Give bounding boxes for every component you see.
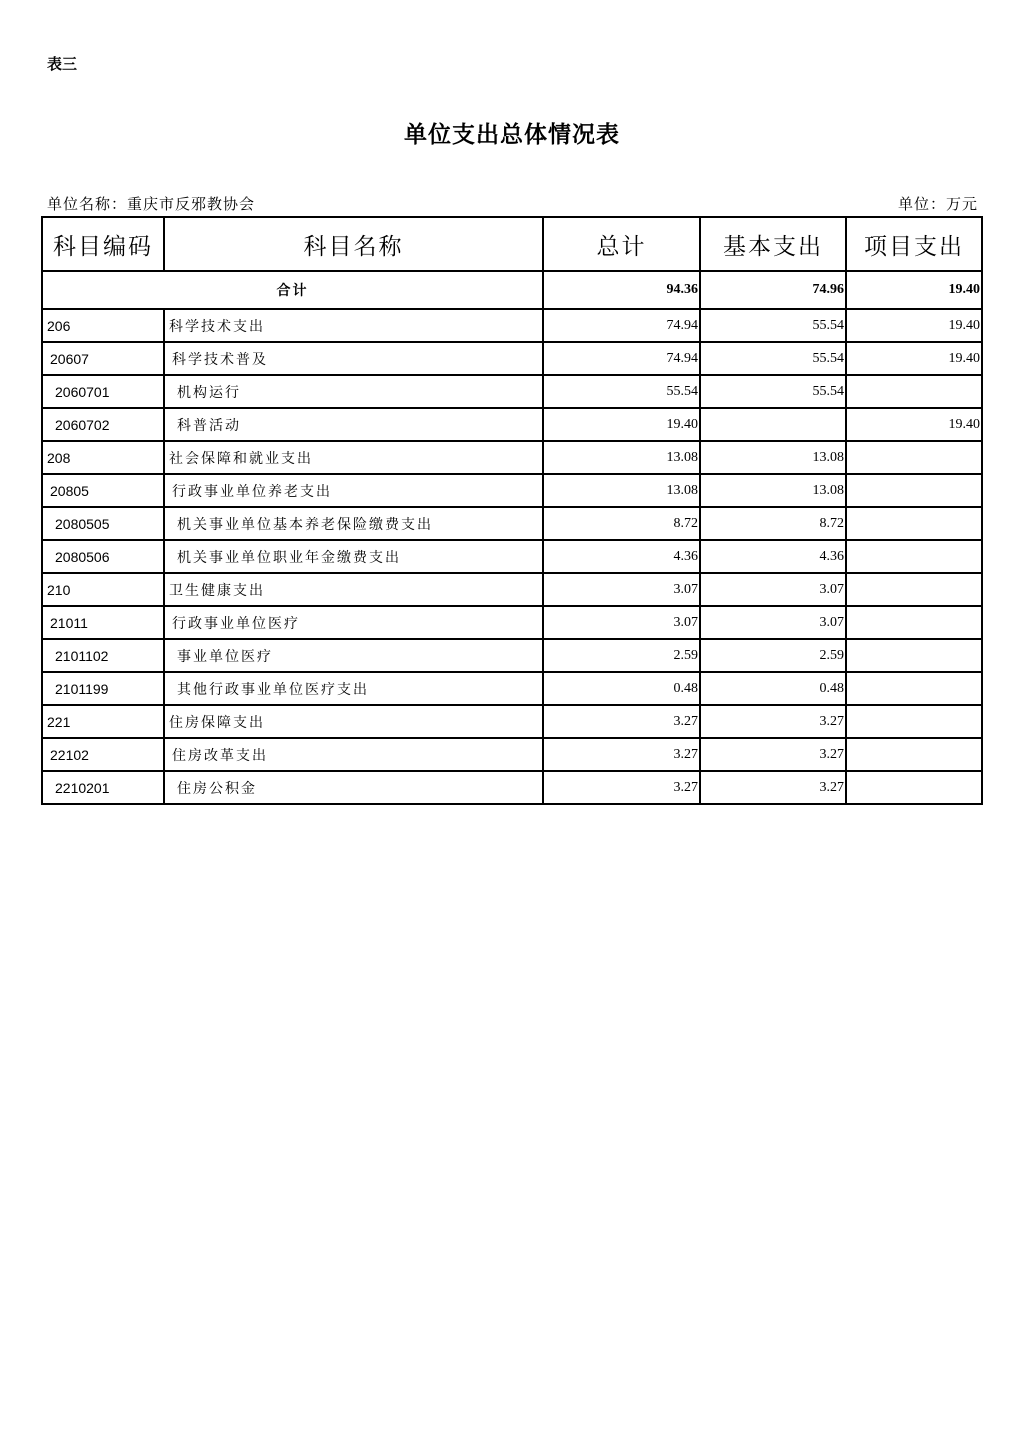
total-label: 合计 (42, 271, 543, 309)
table-row (42, 672, 982, 705)
row-name: 住房公积金 (164, 771, 543, 804)
table-row (42, 705, 982, 738)
row-project (846, 507, 982, 540)
row-basic: 0.48 (700, 672, 846, 705)
table-row (42, 573, 982, 606)
row-name: 行政事业单位医疗 (164, 606, 543, 639)
total-basic: 74.96 (700, 271, 846, 309)
table-row (42, 606, 982, 639)
table-row (42, 474, 982, 507)
row-total: 13.08 (543, 441, 700, 474)
table-row (42, 441, 982, 474)
row-name: 机构运行 (164, 375, 543, 408)
row-project (846, 639, 982, 672)
row-basic: 55.54 (700, 375, 846, 408)
row-project: 19.40 (846, 309, 982, 342)
row-project (846, 705, 982, 738)
header-name: 科目名称 (164, 217, 543, 271)
header-basic: 基本支出 (700, 217, 846, 271)
row-basic: 55.54 (700, 342, 846, 375)
row-total: 74.94 (543, 309, 700, 342)
row-project (846, 375, 982, 408)
row-total: 4.36 (543, 540, 700, 573)
row-basic: 3.27 (700, 771, 846, 804)
row-code: 2080506 (42, 540, 164, 573)
total-project: 19.40 (846, 271, 982, 309)
header-total: 总计 (543, 217, 700, 271)
table-row (42, 408, 982, 441)
row-code: 2080505 (42, 507, 164, 540)
row-total: 13.08 (543, 474, 700, 507)
row-basic: 55.54 (700, 309, 846, 342)
row-basic (700, 408, 846, 441)
row-total: 3.07 (543, 573, 700, 606)
row-project (846, 606, 982, 639)
row-basic: 3.07 (700, 606, 846, 639)
row-project (846, 771, 982, 804)
row-name: 科普活动 (164, 408, 543, 441)
row-code: 2060702 (42, 408, 164, 441)
row-code: 20805 (42, 474, 164, 507)
row-project (846, 738, 982, 771)
row-name: 机关事业单位基本养老保险缴费支出 (164, 507, 543, 540)
table-row (42, 375, 982, 408)
row-name: 科学技术普及 (164, 342, 543, 375)
row-code: 20607 (42, 342, 164, 375)
row-project (846, 474, 982, 507)
row-total: 3.27 (543, 705, 700, 738)
total-sum: 94.36 (543, 271, 700, 309)
row-total: 55.54 (543, 375, 700, 408)
page-title: 单位支出总体情况表 (404, 122, 620, 148)
row-code: 210 (42, 573, 164, 606)
row-code: 2060701 (42, 375, 164, 408)
row-basic: 8.72 (700, 507, 846, 540)
row-basic: 3.07 (700, 573, 846, 606)
row-project (846, 573, 982, 606)
row-code: 22102 (42, 738, 164, 771)
row-total: 3.27 (543, 738, 700, 771)
table-row (42, 738, 982, 771)
table-row (42, 540, 982, 573)
row-code: 2210201 (42, 771, 164, 804)
row-name: 社会保障和就业支出 (164, 441, 543, 474)
row-code: 2101199 (42, 672, 164, 705)
table-header-row (42, 217, 982, 271)
table-row (42, 771, 982, 804)
table-row (42, 639, 982, 672)
row-project (846, 540, 982, 573)
unit-name-label: 单位名称：重庆市反邪教协会 (47, 195, 256, 213)
row-total: 74.94 (543, 342, 700, 375)
row-project (846, 441, 982, 474)
row-code: 21011 (42, 606, 164, 639)
row-project (846, 672, 982, 705)
row-project: 19.40 (846, 408, 982, 441)
row-name: 其他行政事业单位医疗支出 (164, 672, 543, 705)
header-project: 项目支出 (846, 217, 982, 271)
row-basic: 13.08 (700, 441, 846, 474)
row-basic: 2.59 (700, 639, 846, 672)
table-number-label: 表三 (47, 55, 78, 73)
row-total: 19.40 (543, 408, 700, 441)
row-basic: 3.27 (700, 738, 846, 771)
row-total: 2.59 (543, 639, 700, 672)
row-total: 0.48 (543, 672, 700, 705)
row-name: 科学技术支出 (164, 309, 543, 342)
row-total: 8.72 (543, 507, 700, 540)
table-row (42, 342, 982, 375)
row-name: 卫生健康支出 (164, 573, 543, 606)
row-name: 住房改革支出 (164, 738, 543, 771)
row-code: 206 (42, 309, 164, 342)
row-basic: 3.27 (700, 705, 846, 738)
row-code: 2101102 (42, 639, 164, 672)
row-total: 3.07 (543, 606, 700, 639)
currency-unit-label: 单位：万元 (897, 195, 978, 213)
row-basic: 13.08 (700, 474, 846, 507)
row-code: 208 (42, 441, 164, 474)
row-name: 住房保障支出 (164, 705, 543, 738)
table-row (42, 309, 982, 342)
row-name: 事业单位医疗 (164, 639, 543, 672)
row-basic: 4.36 (700, 540, 846, 573)
row-name: 机关事业单位职业年金缴费支出 (164, 540, 543, 573)
expenditure-table (41, 216, 983, 805)
row-code: 221 (42, 705, 164, 738)
total-row (42, 271, 982, 309)
header-code: 科目编码 (42, 217, 164, 271)
row-project: 19.40 (846, 342, 982, 375)
table-row (42, 507, 982, 540)
row-total: 3.27 (543, 771, 700, 804)
row-name: 行政事业单位养老支出 (164, 474, 543, 507)
